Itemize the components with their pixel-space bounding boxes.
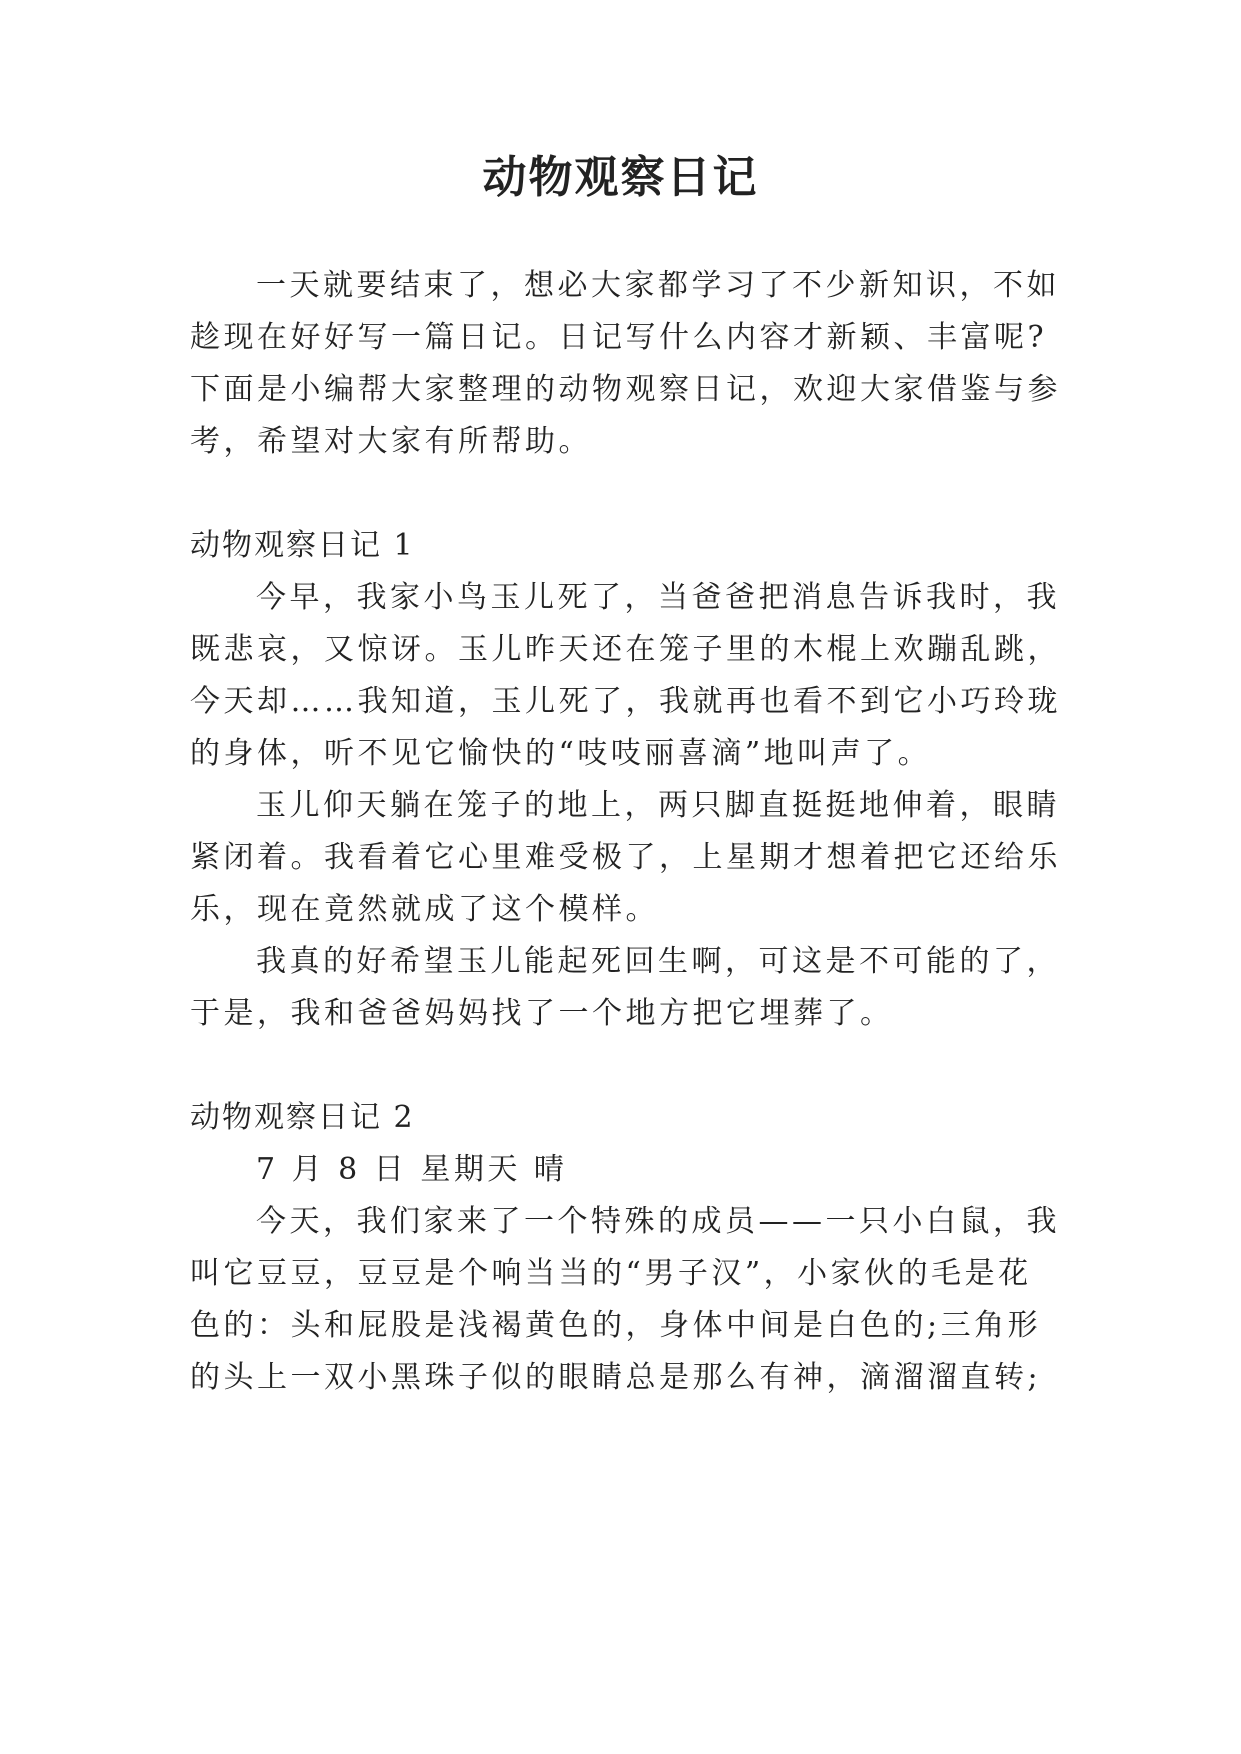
section2-paragraph1-line: 叫它豆豆，豆豆是个响当当的“男子汉”，小家伙的毛是花: [190, 1256, 1032, 1291]
intro-line: 一天就要结束了，想必大家都学习了不少新知识，不如: [256, 268, 1060, 303]
section1-paragraph1-line: 今天却……我知道，玉儿死了，我就再也看不到它小巧玲珑: [190, 684, 1061, 719]
section1-paragraph3-line: 于是，我和爸爸妈妈找了一个地方把它埋葬了。: [190, 996, 894, 1031]
section1-paragraph2-line: 乐，现在竟然就成了这个模样。: [190, 892, 659, 927]
section1-paragraph1-line: 今早，我家小鸟玉儿死了，当爸爸把消息告诉我时，我: [256, 580, 1060, 615]
section2-date-line: 7 月 8 日 星期天 晴: [256, 1152, 568, 1187]
section1-paragraph3-line: 我真的好希望玉儿能起死回生啊，可这是不可能的了，: [256, 944, 1060, 979]
section-heading-1: 动物观察日记 1: [190, 528, 415, 563]
section1-paragraph2-line: 紧闭着。我看着它心里难受极了，上星期才想着把它还给乐: [190, 840, 1061, 875]
intro-line: 下面是小编帮大家整理的动物观察日记，欢迎大家借鉴与参: [190, 372, 1061, 407]
section1-paragraph1-line: 的身体，听不见它愉快的“吱吱丽喜滴”地叫声了。: [190, 736, 932, 771]
section1-paragraph2-line: 玉儿仰天躺在笼子的地上，两只脚直挺挺地伸着，眼睛: [256, 788, 1060, 823]
section2-paragraph1-line: 今天，我们家来了一个特殊的成员——一只小白鼠，我: [256, 1204, 1060, 1239]
intro-line: 趁现在好好写一篇日记。日记写什么内容才新颖、丰富呢?: [190, 320, 1048, 355]
document-title: 动物观察日记: [482, 152, 759, 203]
intro-line: 考，希望对大家有所帮助。: [190, 424, 592, 459]
section-heading-2: 动物观察日记 2: [190, 1100, 415, 1135]
section1-paragraph1-line: 既悲哀，又惊讶。玉儿昨天还在笼子里的木棍上欢蹦乱跳，: [190, 632, 1061, 667]
section2-paragraph1-line: 色的：头和屁股是浅褐黄色的，身体中间是白色的;三角形: [190, 1308, 1042, 1343]
section2-paragraph1-line: 的头上一双小黑珠子似的眼睛总是那么有神，滴溜溜直转;: [190, 1360, 1042, 1395]
